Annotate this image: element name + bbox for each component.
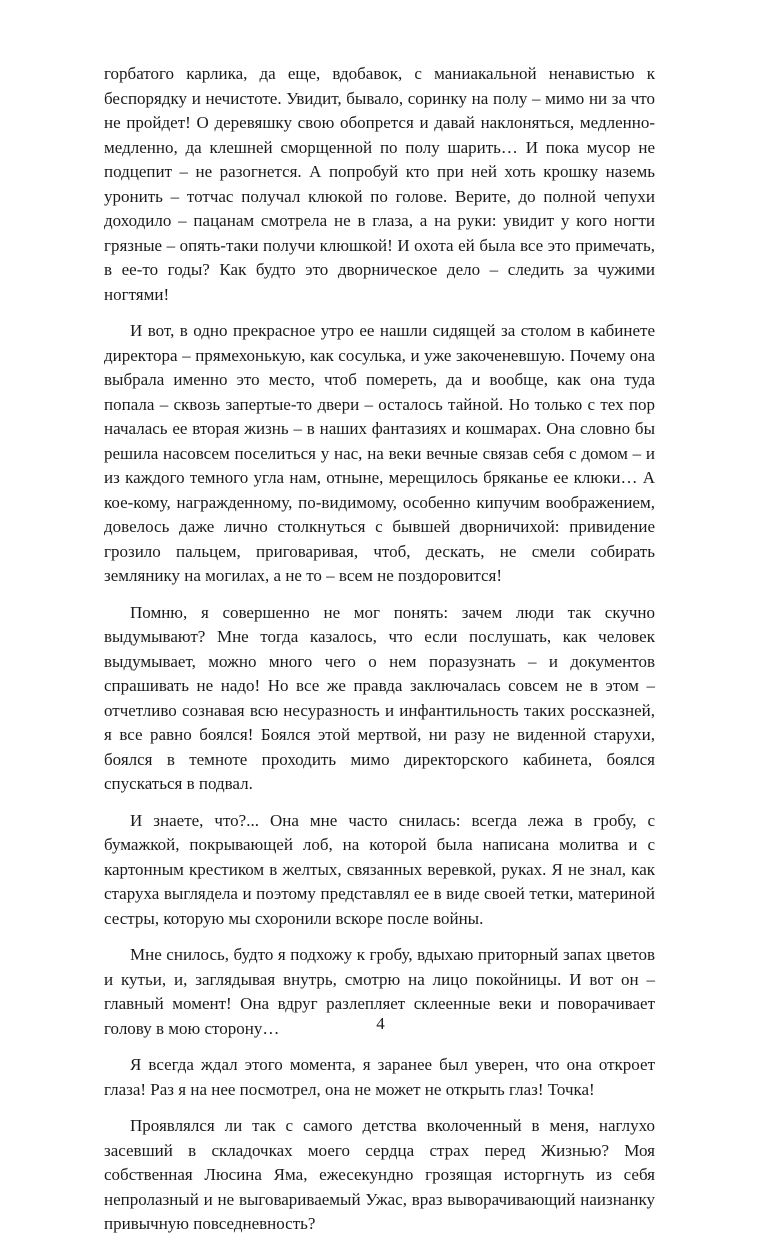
paragraph-7: Проявлялся ли так с самого детства вколоченный в меня, наглухо засевший в складочках моего сердца страх перед Жизнью? Моя собственная Люсина Яма, ежесекундно грозящая исторгнуть из себя непролазный и не выговариваемый Ужас, враз выворачивающий наизнанку привычную повседневность? (104, 1116, 655, 1233)
paragraph-6: Я всегда ждал этого момента, я заранее был уверен, что она откроет глаза! Раз я на нее посмотрел, она не может не открыть глаз! Точка! (104, 1055, 655, 1099)
paragraph-4: И знаете, что?... Она мне часто снилась: всегда лежа в гробу, с бумажкой, покрывающей лоб, на которой была написана молитва и с картонным крестиком в желтых, связанных веревкой, руках. Я не знал, как старуха выглядела и поэтому представлял ее в виде своей тетки, материной сестры, которую мы схоронили вскоре после войны. (104, 810, 655, 928)
paragraph-2: И вот, в одно прекрасное утро ее нашли сидящей за столом в кабинете директора – прямехонькую, как сосулька, и уже закоченевшую. Почему она выбрала именно это место, чтоб помереть, да и вообще, как она туда попала – сквозь запертые-то двери – осталось тайной. Но только с тех пор началась ее вторая жизнь – в наших фантазиях и кошмарах. Она словно бы решила насовсем поселиться у нас, на веки вечные связав себя с домом – и из каждого темного угла нам, отныне, мерещилось бряканье ее клюки… А кое-кому, награжденному, по-видимому, особенно кипучим воображением, довелось даже лично столкнуться с бывшей дворничихой: привидение грозило пальцем, приговаривая, чтоб, дескать, не смели собирать землянику на могилах, а не то – всем не поздоровится! (104, 321, 655, 585)
body-text (104, 62, 655, 1249)
paragraph-3: Помню, я совершенно не мог понять: зачем люди так скучно выдумывают? Мне тогда казалось, что если послушать, как человек выдумывает, можно много чего о нем поразузнать – и документов спрашивать не надо! Но все же правда заключалась совсем не в этом – отчетливо сознавая всю несуразность и инфантильность таких россказней, я все равно боялся! Боялся этой мертвой, ни разу не виденной старухи, боялся в темноте проходить мимо директорского кабинета, боялся спускаться в подвал. (104, 602, 655, 793)
paragraph-1: горбатого карлика, да еще, вдобавок, с маниакальной ненавистью к беспорядку и нечистоте. Увидит, бывало, соринку на полу – мимо ни за что не пройдет! О деревяшку свою обопрется и давай наклоняться, медленно-медленно, да клешней сморщенной по полу шарить… И пока мусор не подцепит – не разогнется. А попробуй кто при ней хоть крошку наземь уронить – тотчас получал клюкой по голове. Верите, до полной чепухи доходило – пацанам смотрела не в глаза, а на руки: увидит у кого ногти грязные – опять-таки получи клюшкой! И охота ей была все это примечать, в ее-то годы? Как будто это дворническое дело – следить за чужими ногтями! (104, 64, 655, 304)
paragraph-5: Мне снилось, будто я подхожу к гробу, вдыхаю приторный запах цветов и кутьи, и, заглядывая внутрь, смотрю на лицо покойницы. И вот он – главный момент! Она вдруг разлепляет склеенные веки и поворачивает голову в мою сторону… (104, 945, 655, 1038)
page-number: 4 (376, 1014, 385, 1033)
